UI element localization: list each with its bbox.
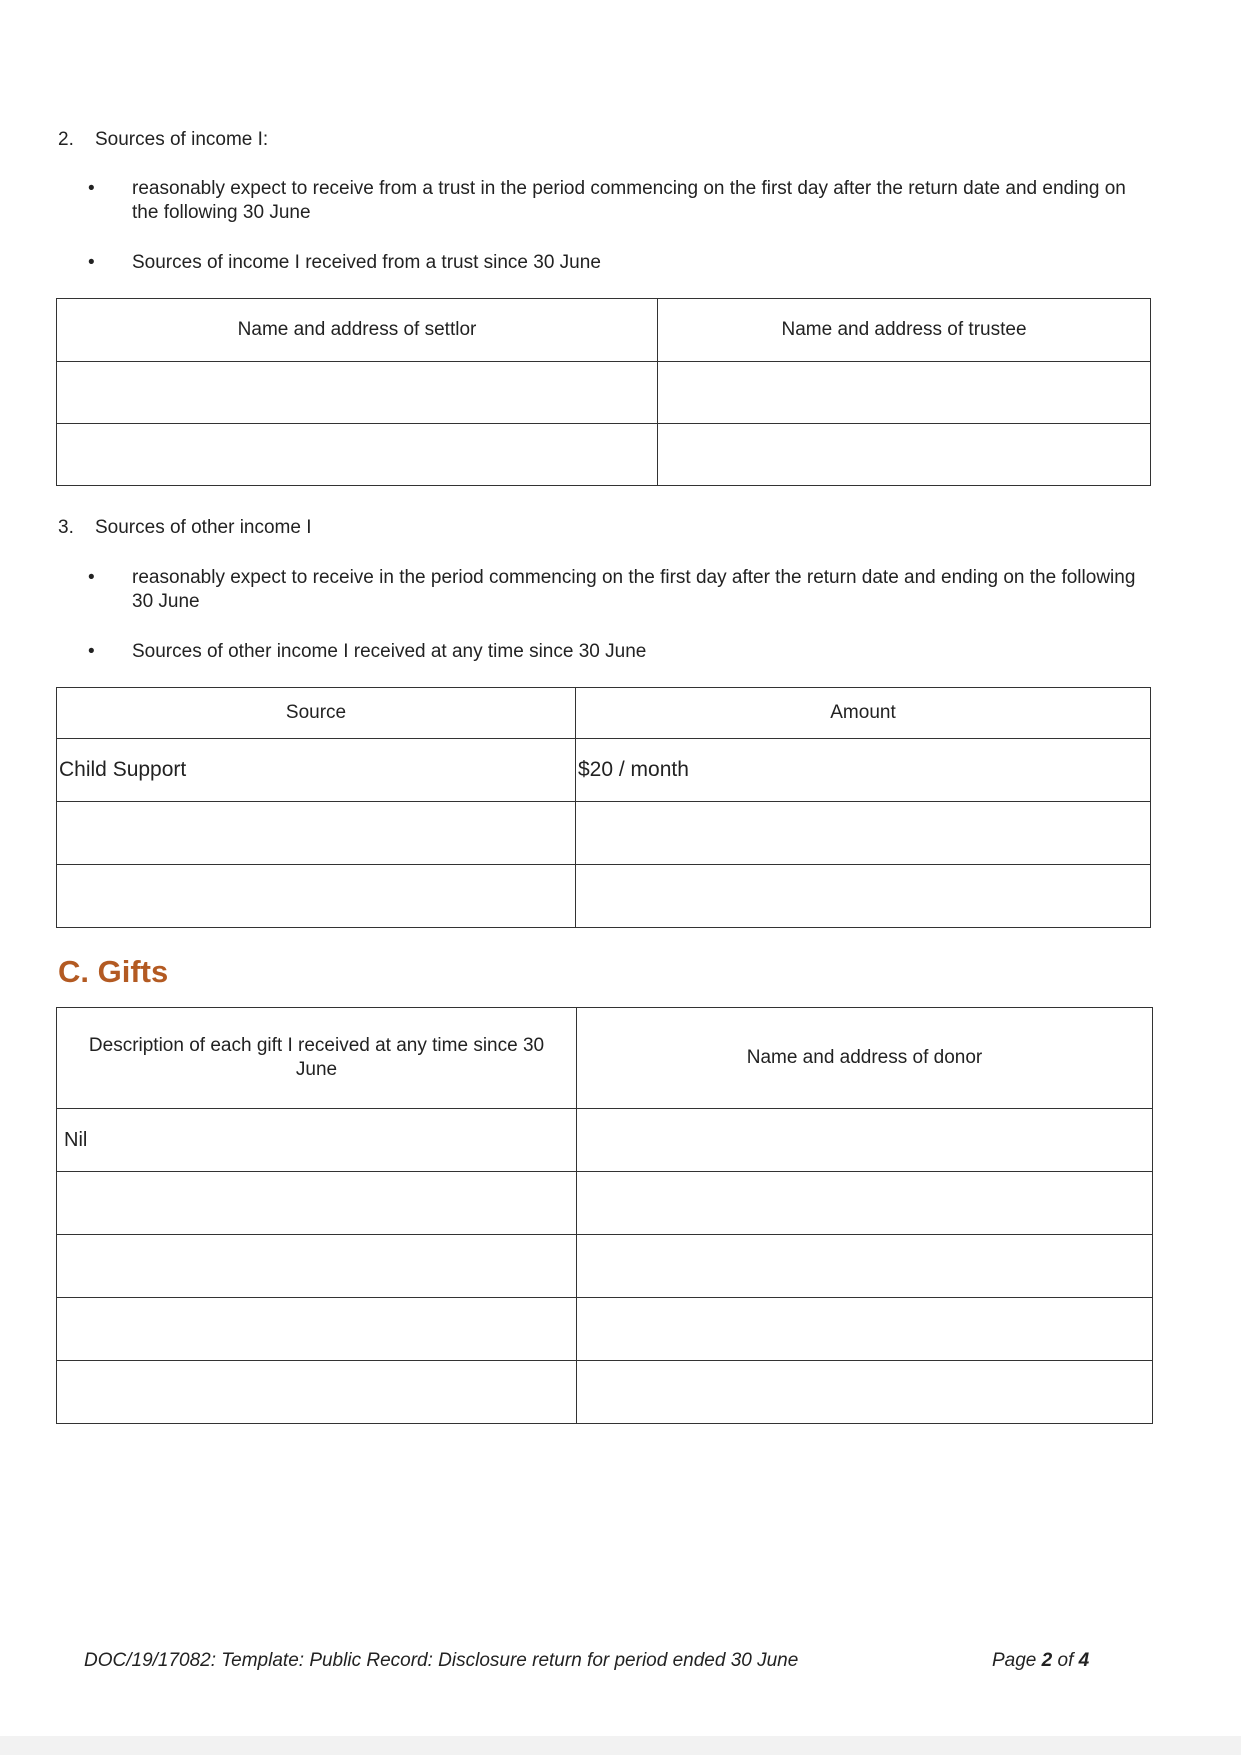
bullet-icon: •: [88, 567, 95, 588]
table-cell: [57, 424, 658, 486]
table-row: [57, 1235, 1153, 1298]
column-header: Source: [57, 688, 576, 739]
section-2-heading-text: Sources of income I:: [95, 129, 269, 150]
scan-bottom-edge: [0, 1736, 1241, 1755]
footer-doc-ref: DOC/19/17082: Template: Public Record: Disclosure return for period ended 30 June: [84, 1650, 799, 1671]
bullet-text: Sources of income I received from a trust since 30 June: [132, 252, 601, 273]
section-3-heading: [58, 516, 312, 540]
table-cell: Nil: [57, 1109, 577, 1172]
gifts-section-title: C. Gifts: [58, 954, 169, 989]
column-header: Name and address of donor: [577, 1008, 1153, 1109]
table-row: [57, 424, 1151, 486]
table-header-row: [57, 299, 1151, 362]
table-cell: [658, 424, 1151, 486]
bullet-icon: •: [88, 641, 95, 662]
table-cell: [57, 1298, 577, 1361]
table-cell: [57, 1361, 577, 1424]
table-row: [57, 1361, 1153, 1424]
table-row: [57, 1172, 1153, 1235]
bullet-icon: •: [88, 252, 95, 273]
table-row: [57, 865, 1151, 928]
table-header-row: [57, 688, 1151, 739]
table-cell: [57, 865, 576, 928]
table-row: [57, 362, 1151, 424]
column-header: Description of each gift I received at any time since 30 June: [57, 1008, 577, 1109]
table-cell: [57, 362, 658, 424]
page-current: 2: [1041, 1650, 1053, 1671]
footer-page-number: [992, 1650, 1089, 1672]
column-header: Amount: [576, 688, 1151, 739]
table-cell: $20 / month: [576, 739, 1151, 802]
table-cell: [576, 802, 1151, 865]
table-row: [57, 1109, 1153, 1172]
column-header: Name and address of trustee: [658, 299, 1151, 362]
table-cell: [57, 1172, 577, 1235]
table-cell: [57, 802, 576, 865]
table-row: [57, 802, 1151, 865]
other-income-table: [56, 687, 1151, 928]
table-cell: [577, 1298, 1153, 1361]
section-3-number: 3.: [58, 517, 74, 538]
section-2-number: 2.: [58, 129, 74, 150]
table-cell: [577, 1109, 1153, 1172]
table-row: [57, 1298, 1153, 1361]
bullet-text: Sources of other income I received at any time since 30 June: [132, 641, 647, 662]
bullet-text: reasonably expect to receive in the period commencing on the first day after the return date and ending on the following 30 June: [132, 567, 1136, 612]
table-cell: [658, 362, 1151, 424]
column-header: Name and address of settlor: [57, 299, 658, 362]
table-cell: [577, 1172, 1153, 1235]
table-cell: [576, 865, 1151, 928]
bullet-text: reasonably expect to receive from a trust in the period commencing on the first day after the return date and ending on the following 30 June: [132, 178, 1126, 223]
table-cell: [577, 1361, 1153, 1424]
page-prefix: Page: [992, 1650, 1042, 1671]
section-3-heading-text: Sources of other income I: [95, 517, 312, 538]
table-row: [57, 739, 1151, 802]
table-cell: [57, 1235, 577, 1298]
page-total: 4: [1078, 1650, 1090, 1671]
table-header-row: [57, 1008, 1153, 1109]
bullet-icon: •: [88, 178, 95, 199]
table-cell: Child Support: [57, 739, 576, 802]
section-2-heading: [58, 128, 268, 152]
trust-income-table: [56, 298, 1151, 486]
gifts-table: [56, 1007, 1153, 1424]
page-footer: [84, 1650, 1104, 1672]
page-of: of: [1052, 1650, 1079, 1671]
table-cell: [577, 1235, 1153, 1298]
